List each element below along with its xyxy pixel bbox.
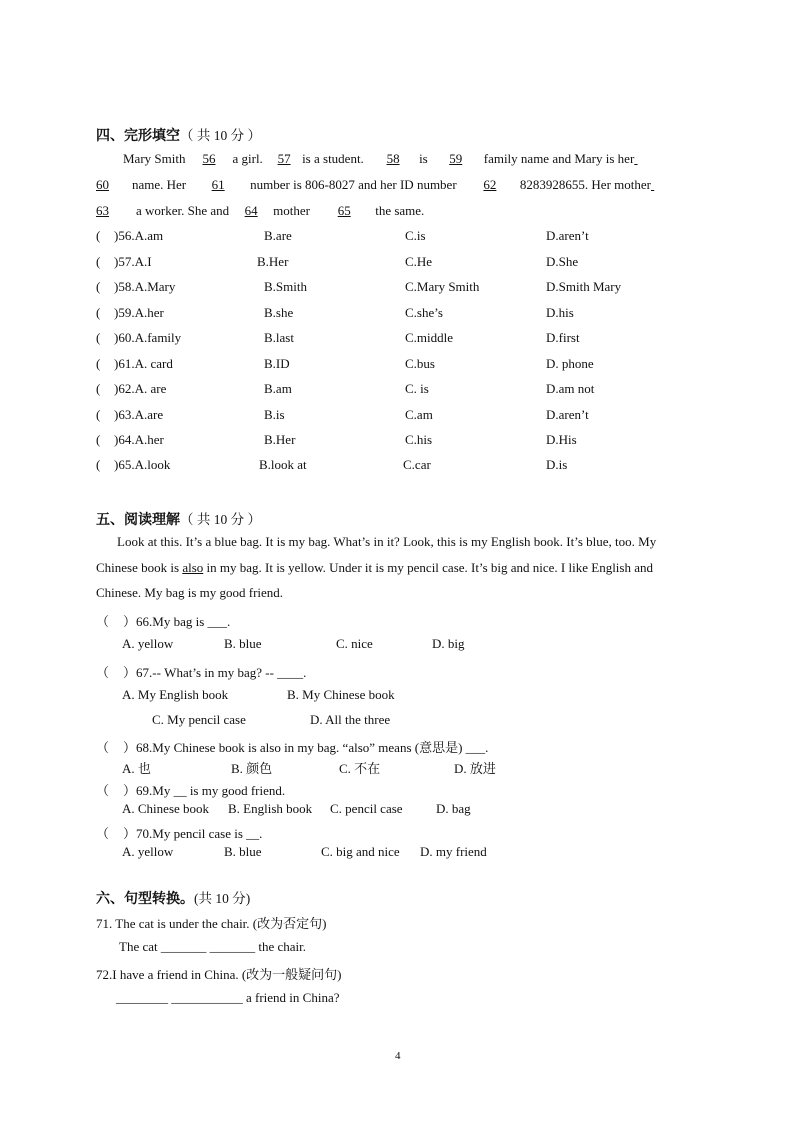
blank-60[interactable]: 60 xyxy=(96,177,109,192)
blank-65[interactable]: 65 xyxy=(337,203,351,218)
cloze-heading: 四、完形填空（ 共 10 分 ） xyxy=(96,128,261,144)
reading-question-68: （ ）68.My Chinese book is also in my bag. “also” means (意思是) ___. xyxy=(96,740,489,755)
blank-tail xyxy=(634,151,660,167)
blank-56[interactable]: 56 xyxy=(202,151,216,166)
answer-paren[interactable]: ( xyxy=(96,457,101,472)
blank-61[interactable]: 61 xyxy=(211,177,225,192)
answer-paren[interactable]: （ xyxy=(96,665,110,680)
answer-paren[interactable]: （ xyxy=(96,614,110,629)
answer-paren[interactable]: （ xyxy=(96,826,110,841)
blank-58[interactable]: 58 xyxy=(386,151,400,166)
blank-63[interactable]: 63 xyxy=(96,203,109,218)
reading-passage-line-3: Chinese. My bag is my good friend. xyxy=(96,585,284,600)
page-number: 4 xyxy=(395,1050,401,1062)
transform-heading: 六、句型转换。(共 10 分) xyxy=(96,891,251,907)
reading-question-67: （ ）67.-- What’s in my bag? -- ____. xyxy=(96,665,307,680)
reading-passage-line-2: Chinese book is also in my bag. It is yellow. Under it is my pencil case. It’s big and nice. I like English and xyxy=(96,560,653,575)
cloze-passage-line-3: 63 a worker. She and 64 mother 65 the same. xyxy=(96,203,425,218)
transform-answer-71[interactable]: The cat _______ _______ the chair. xyxy=(119,939,307,954)
answer-paren[interactable]: ( xyxy=(96,432,101,447)
reading-heading: 五、阅读理解（ 共 10 分 ） xyxy=(96,512,261,528)
blank-59[interactable]: 59 xyxy=(449,151,463,166)
answer-paren[interactable]: ( xyxy=(96,381,101,396)
answer-paren[interactable]: ( xyxy=(96,356,101,371)
cloze-passage-line-2: 60 name. Her 61 number is 806-8027 and her ID number 62 8283928655. Her mother xyxy=(96,177,651,192)
answer-paren[interactable]: ( xyxy=(96,279,101,294)
reading-question-70: （ ）70.My pencil case is __. xyxy=(96,826,263,841)
transform-question-71: 71. The cat is under the chair. (改为否定句) xyxy=(96,916,327,931)
answer-paren[interactable]: ( xyxy=(96,305,101,320)
blank-64[interactable]: 64 xyxy=(244,203,258,218)
answer-paren[interactable]: （ xyxy=(96,783,110,798)
reading-question-66: （ ）66.My bag is ___. xyxy=(96,614,231,629)
answer-paren[interactable]: ( xyxy=(96,330,101,345)
answer-paren[interactable]: ( xyxy=(96,407,101,422)
answer-paren[interactable]: ( xyxy=(96,228,101,243)
reading-question-69: （ ）69.My __ is my good friend. xyxy=(96,783,286,798)
transform-question-72: 72.I have a friend in China. (改为一般疑问句) xyxy=(96,967,342,982)
blank-57[interactable]: 57 xyxy=(277,151,291,166)
transform-answer-72[interactable]: ________ ___________ a friend in China? xyxy=(116,990,340,1005)
blank-62[interactable]: 62 xyxy=(483,177,497,192)
cloze-passage-line-1: Mary Smith 56 a girl. 57 is a student. 58 is 59 family name and Mary is her xyxy=(123,151,660,167)
answer-paren[interactable]: （ xyxy=(96,740,110,755)
answer-paren[interactable]: ( xyxy=(96,254,101,269)
reading-passage-line-1: Look at this. It’s a blue bag. It is my bag. What’s in it? Look, this is my English book. It’s blue, too. My xyxy=(117,534,657,549)
